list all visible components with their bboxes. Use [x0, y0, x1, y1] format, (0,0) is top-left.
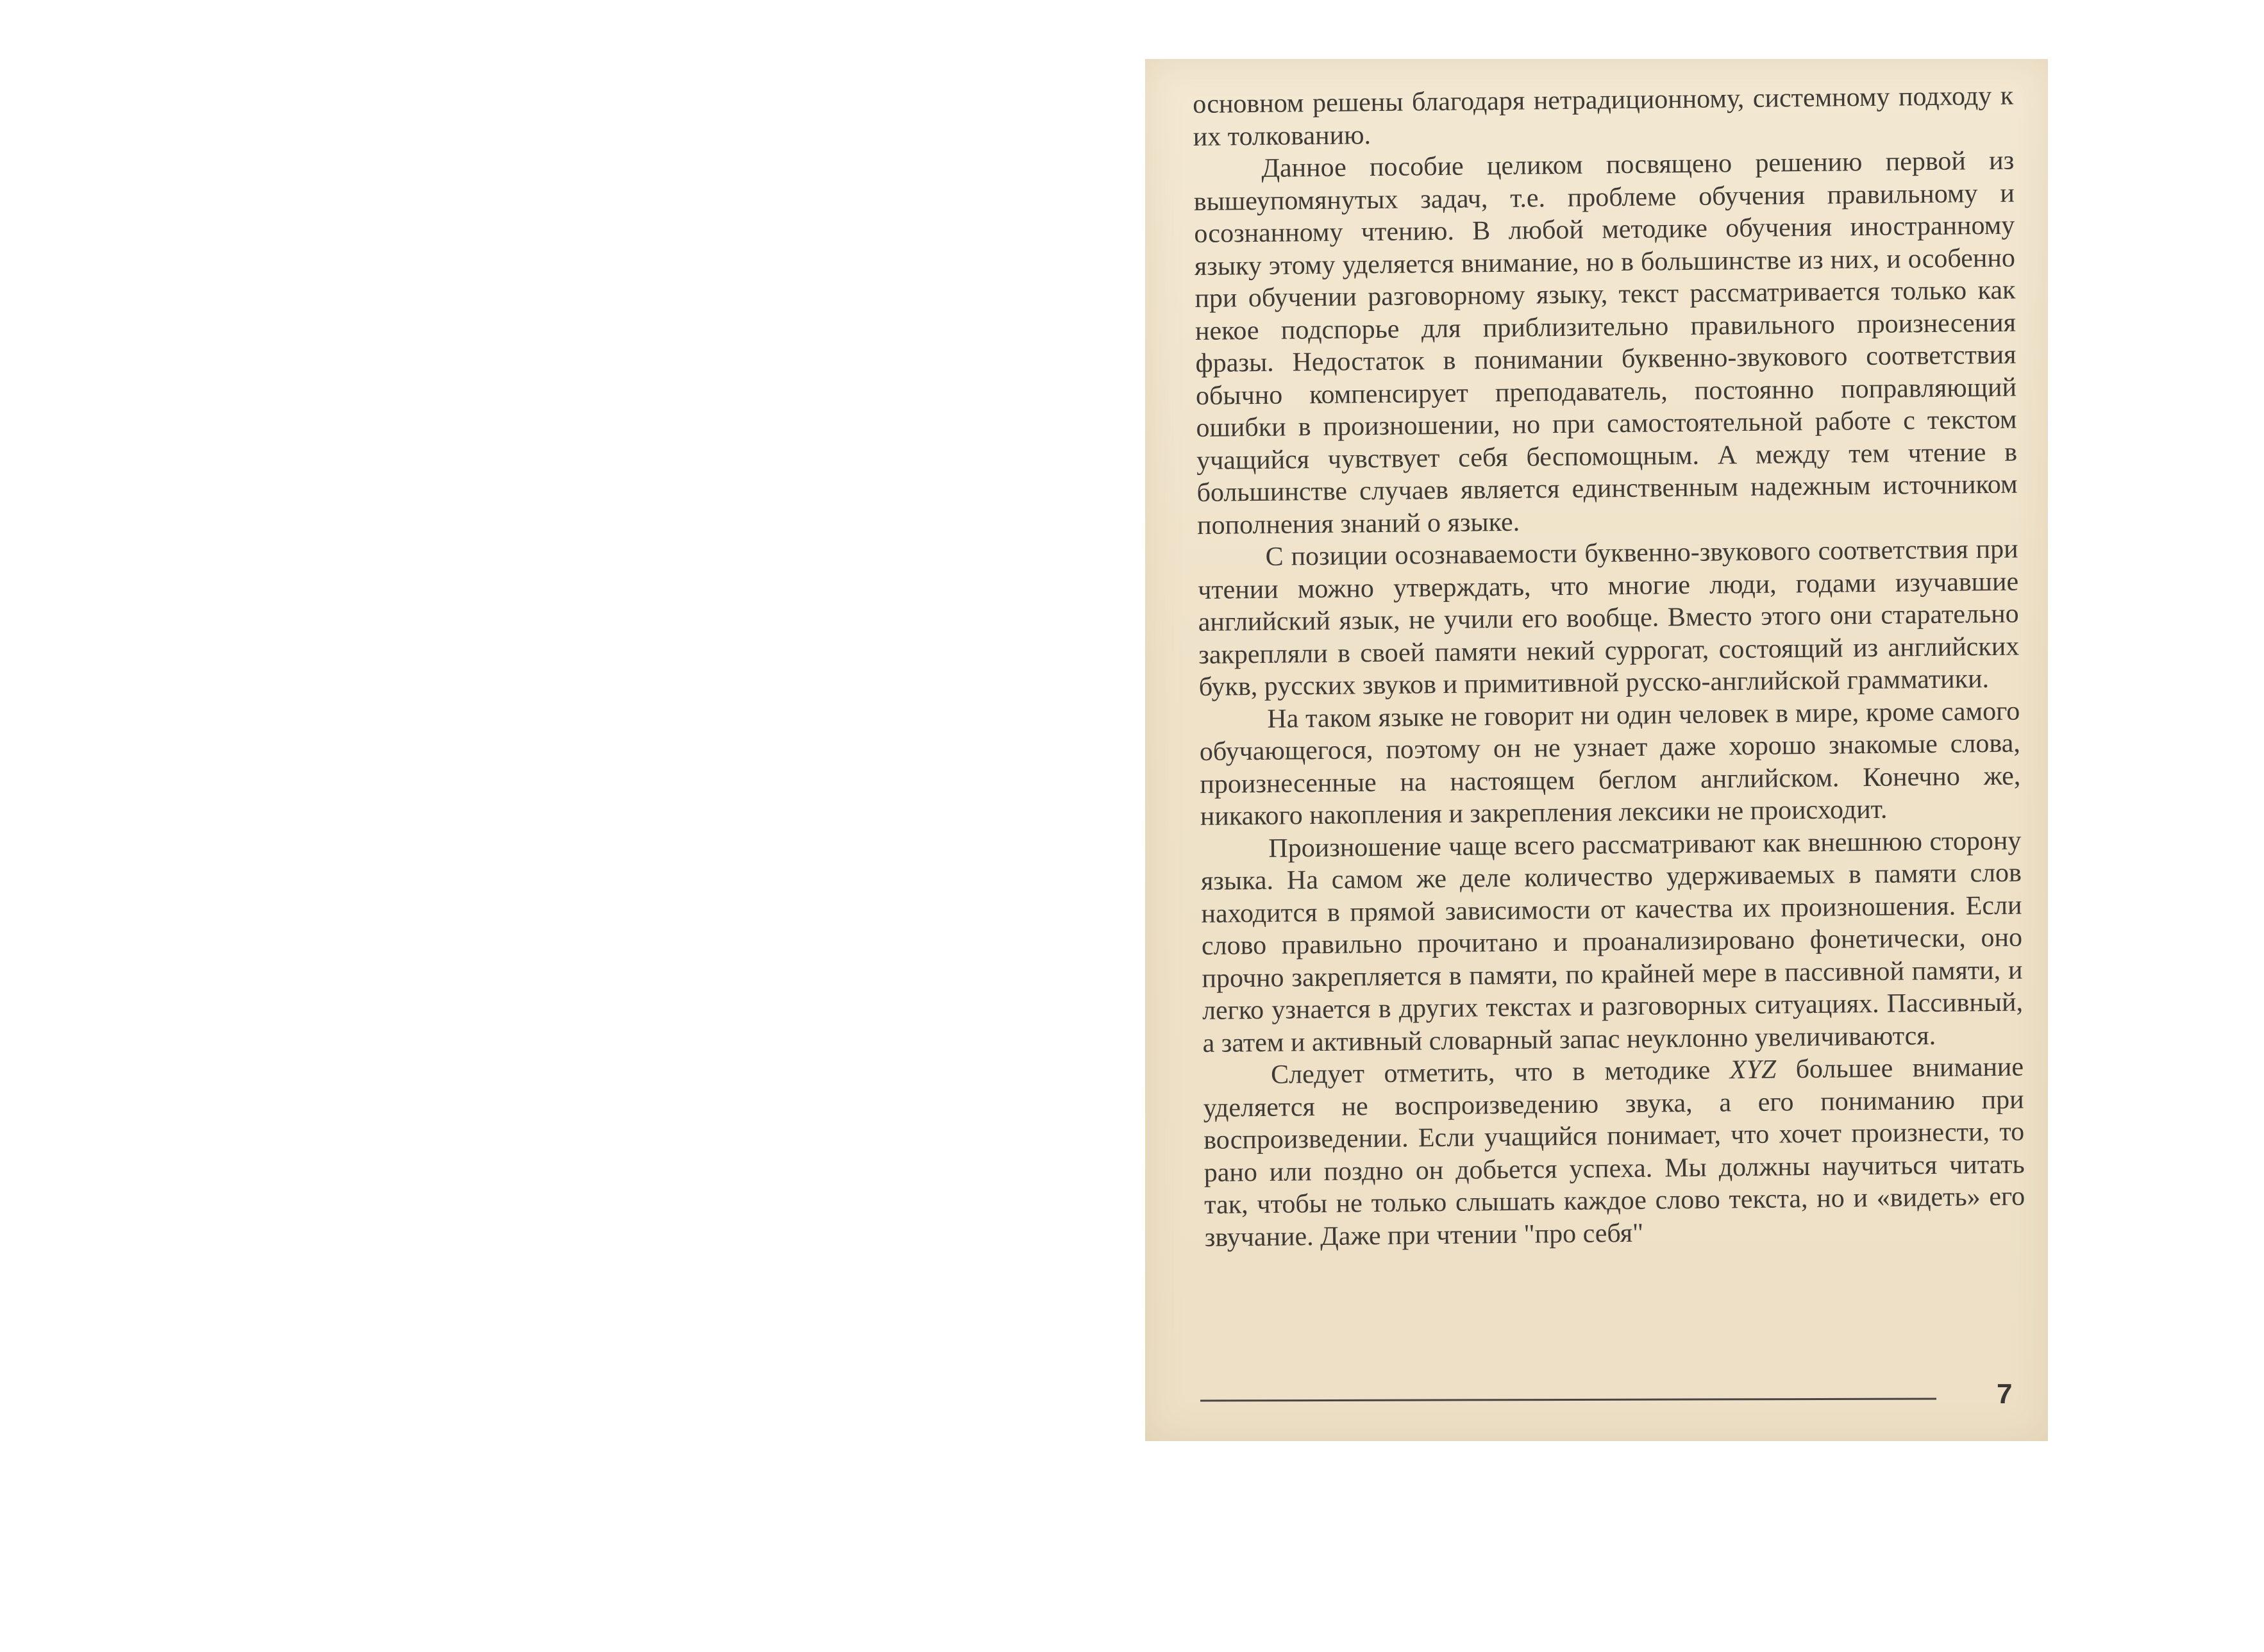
- paragraph-4: На таком языке не говорит ни один человек в мире, кроме самого обучающегося, поэтому он не узнает даже хорошо знакомые слова, произнесенные на настоящем беглом английском. Конечно же, никакого накопления и закрепления лексики не происходит.: [1199, 696, 2021, 831]
- paragraph-6-start: Следует отметить, что в методике: [1270, 1055, 1731, 1090]
- paragraph-6: [1203, 1051, 2025, 1254]
- paragraph-6-end: большее внимание уделяется не воспроизведению звука, а его пониманию при воспроизведении. Если учащийся понимает, что хочет произнести, то рано или поздно он добьется успеха. Мы должны научиться читать так, чтобы не только слышать каждое слово текста, но и «видеть» его звучание. Даже при чтении "про себя": [1203, 1052, 2025, 1253]
- paragraph-2: Данное пособие целиком посвящено решению первой из вышеупомянутых задач, т.е. проблеме обучения правильному и осознанному чтению. В любой методике обучения иностранному языку этому уделяется внимание, но в большинстве из них, и особенно при обучении разговорному языку, текст рассматривается только как некое подспорье для приблизительно правильного произнесения фразы. Недостаток в понимании буквенно-звукового соответствия обычно компенсирует преподаватель, постоянно поправляющий ошибки в произношении, но при самостоятельной работе с текстом учащийся чувствует себя беспомощным. А между тем чтение в большинстве случаев является единственным надежным источником пополнения знаний о языке.: [1193, 146, 2018, 540]
- paragraph-5: Произношение чаще всего рассматривают как внешнюю сторону языка. На самом же деле количество удерживаемых в памяти слов находится в прямой зависимости от качества их произношения. Если слово правильно прочитано и проанализировано фонетически, оно прочно закрепляется в памяти, по крайней мере в пассивной памяти, и легко узнается в других текстах и разговорных ситуациях. Пассивный, а затем и активный словарный запас неуклонно увеличиваются.: [1200, 826, 2024, 1058]
- paragraph-1: основном решены благодаря нетрадиционному, системному подходу к их толкованию.: [1193, 81, 2014, 152]
- paragraph-3: С позиции осознаваемости буквенно-звукового соответствия при чтении можно утверждать, что многие люди, годами изучавшие английский язык, не учили его вообще. Вместо этого они старательно закрепляли в своей памяти некий суррогат, состоящий из английских букв, русских звуков и примитивной русско-английской грамматики.: [1197, 534, 2020, 702]
- page-number: 7: [1997, 1378, 2013, 1410]
- method-name-emphasis: XYZ: [1729, 1055, 1777, 1085]
- footer-rule: [1200, 1398, 1936, 1401]
- book-page-scan: [1145, 59, 2048, 1441]
- page-body-text: [1193, 80, 2025, 1254]
